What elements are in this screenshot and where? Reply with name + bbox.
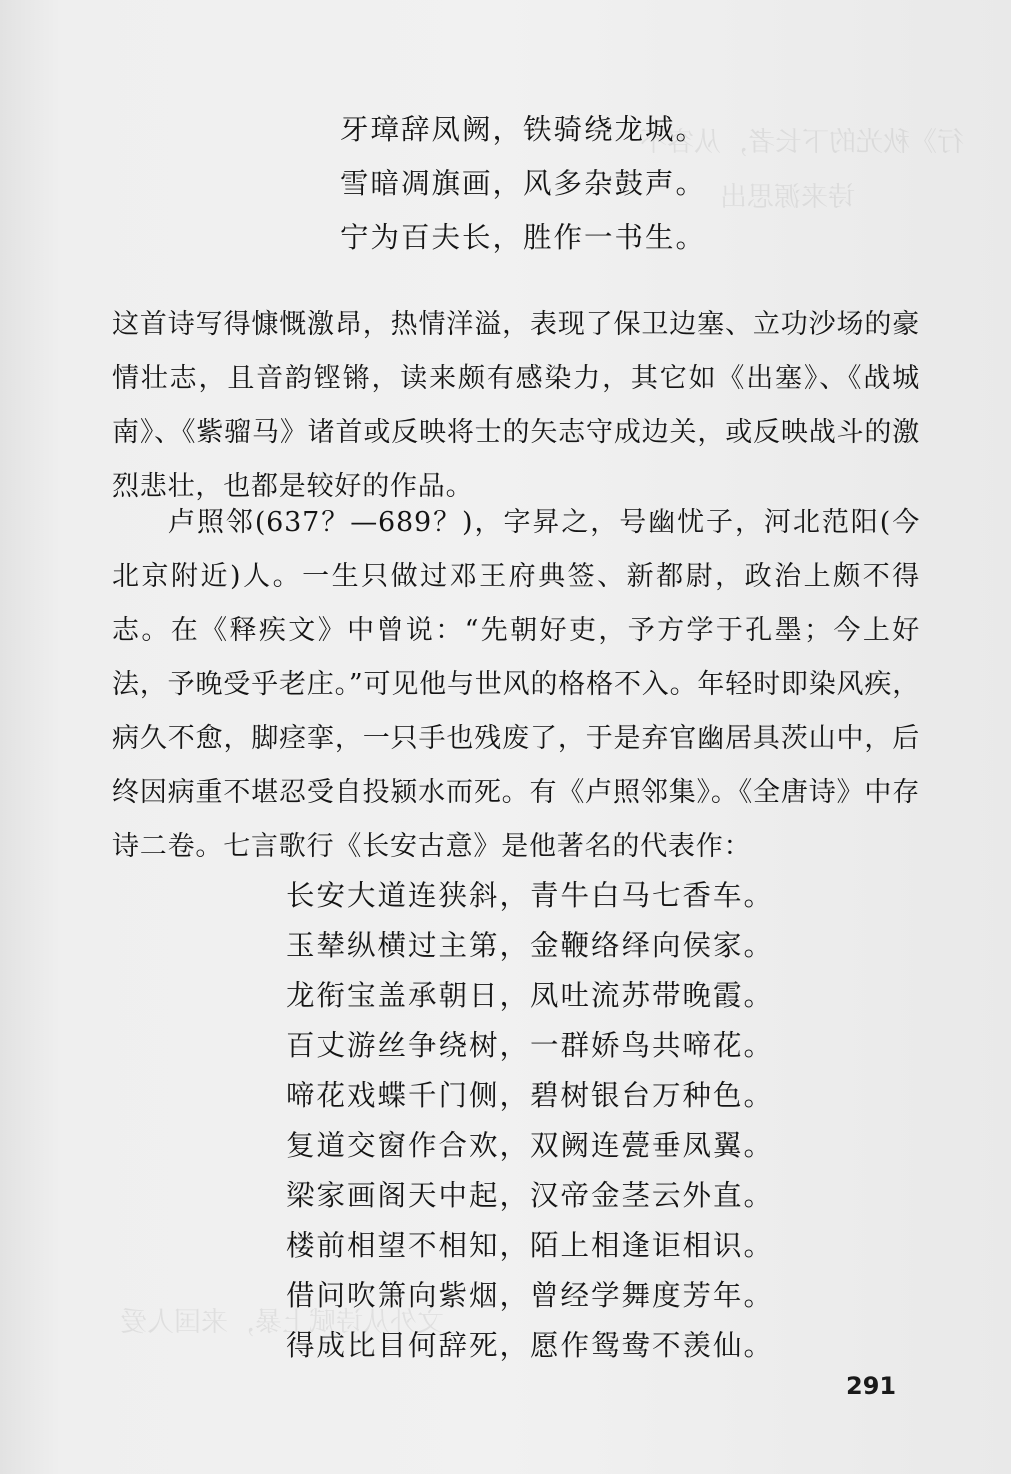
poem-line: 龙衔宝盖承朝日，凤吐流苏带晚霞。 (286, 979, 775, 1012)
poem-line: 长安大道连狭斜，青牛白马七香车。 (286, 879, 775, 912)
show-through-texture: 诗来源思出 (720, 182, 855, 213)
page-number: 291 (846, 1372, 897, 1400)
poem-line: 玉辇纵横过主第，金鞭络绎向侯家。 (286, 929, 775, 962)
poem-line: 梁家画阁天中起，汉帝金茎云外直。 (286, 1179, 775, 1212)
poem-line: 百丈游丝争绕树，一群娇鸟共啼花。 (286, 1029, 775, 1062)
poem-line: 牙璋辞凤阙，铁骑绕龙城。 (340, 113, 707, 146)
poem-line: 楼前相望不相知，陌上相逢讵相识。 (286, 1229, 775, 1262)
show-through-texture: 文外从诗赋上暴，来国人爱 (120, 1307, 444, 1338)
paragraph-commentary: 这首诗写得慷慨激昂，热情洋溢，表现了保卫边塞、立功沙场的豪情壮志，且音韵铿锵，读来颇有感染力，其它如《出塞》、《战城南》、《紫骝马》诸首或反映将士的矢志守成边关，或反映战斗的激烈悲壮，也都是较好的作品。 (112, 309, 920, 502)
poem-line: 宁为百夫长，胜作一书生。 (340, 221, 707, 254)
poem-line: 复道交窗作合欢，双阙连甍垂凤翼。 (286, 1129, 775, 1162)
poem-line: 借问吹箫向紫烟，曾经学舞度芳年。 (286, 1279, 775, 1312)
show-through-texture: 行》秋光的下长者，从容不 (640, 127, 964, 158)
poem-line: 得成比目何辞死，愿作鸳鸯不羡仙。 (286, 1329, 775, 1362)
poem-line: 雪暗凋旗画，风多杂鼓声。 (340, 167, 707, 200)
poem-line: 啼花戏蝶千门侧，碧树银台万种色。 (286, 1079, 775, 1112)
paragraph-lu-zhaolin-bio: 卢照邻(637？—689？)，字昇之，号幽忧子，河北范阳(今北京附近)人。一生只做过邓王府典签、新都尉，政治上颇不得志。在《释疾文》中曾说：“先朝好吏，予方学于孔墨；今上好法，予晚受乎老庄。”可见他与世风的格格不入。年轻时即染风疾，病久不愈，脚痉挛，一只手也残废了，于是弃官幽居具茨山中，后终因病重不堪忍受自投颍水而死。有《卢照邻集》。《全唐诗》中存诗二卷。七言歌行《长安古意》是他著名的代表作： (112, 507, 920, 862)
